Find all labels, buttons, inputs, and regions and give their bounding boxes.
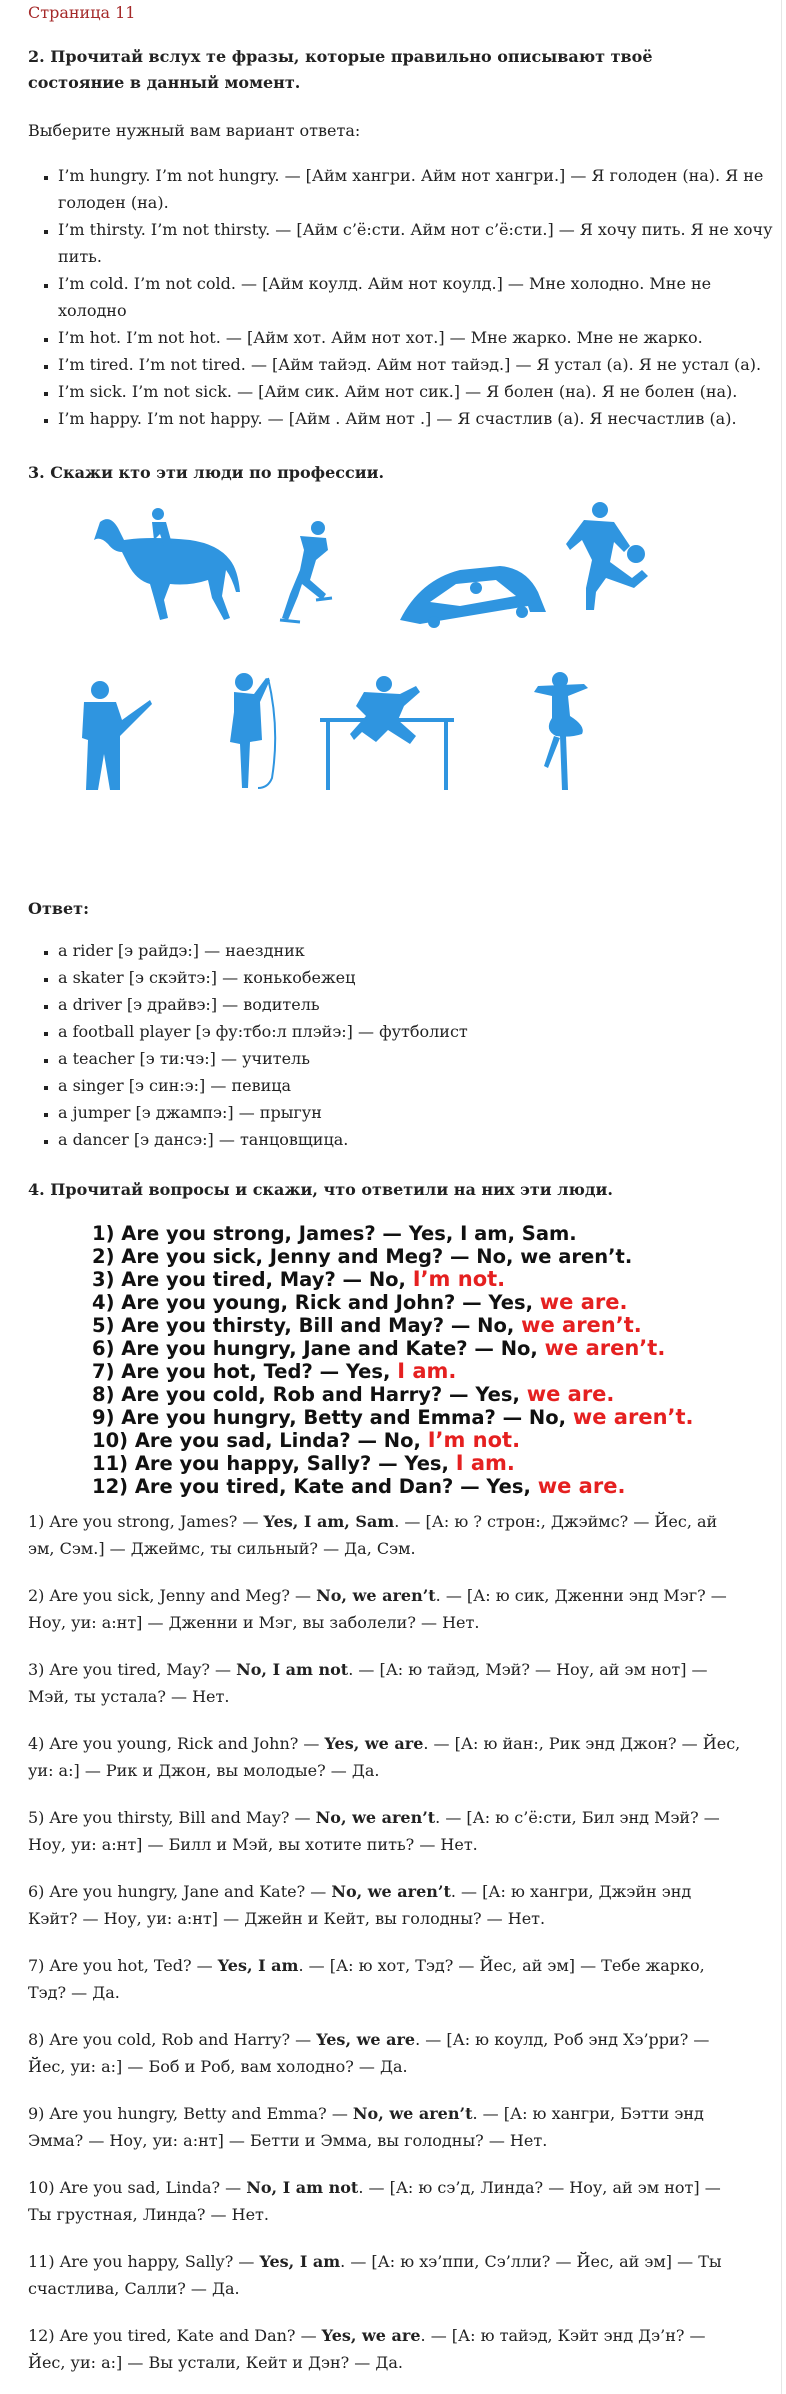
exercise-row: 9) Are you hungry, Betty and Emma? — No, we aren’t.: [92, 1405, 694, 1429]
task3-list: [28, 937, 778, 1153]
sidebar-divider: [781, 0, 782, 2394]
answer-paragraph: 7) Are you hot, Ted? — Yes, I am. — [А: ю хот, Тэд? — Йес, ай эм] — Тебе жарко, Тэд? — Да.: [28, 1956, 705, 2002]
answer-paragraph: 12) Are you tired, Kate and Dan? — Yes, we are. — [А: ю тайэд, Кэйт энд Дэ’н? — Йес, уи: а:] — Вы устали, Кейт и Дэн? — Да.: [28, 2326, 706, 2372]
task4-heading: 4. Прочитай вопросы и скажи, что ответили на них эти люди.: [28, 1180, 613, 1199]
list-item: ▪ I’m sick. I’m not sick. — [Айм сик. Айм нот сик.] — Я болен (на). Я не болен (на).: [58, 378, 778, 405]
exercise-row: 6) Are you hungry, Jane and Kate? — No, we aren’t.: [92, 1336, 666, 1360]
answer-paragraph: 5) Are you thirsty, Bill and May? — No, we aren’t. — [А: ю с’ё:сти, Бил энд Мэй? — Ноу, уи: а:нт] — Билл и Мэй, вы хотите пить? — Нет.: [28, 1808, 720, 1854]
professions-illustration: [80, 500, 700, 840]
exercise-row: 10) Are you sad, Linda? — No, I’m not.: [92, 1428, 521, 1452]
answer-paragraph: 4) Are you young, Rick and John? — Yes, we are. — [А: ю йан:, Рик энд Джон? — Йес, уи: а:] — Рик и Джон, вы молодые? — Да.: [28, 1734, 741, 1780]
answer-paragraph: 2) Are you sick, Jenny and Meg? — No, we aren’t. — [А: ю сик, Дженни энд Мэг? — Ноу, уи: а:нт] — Дженни и Мэг, вы заболели? — Нет.: [28, 1586, 727, 1632]
task2-list: [28, 162, 778, 432]
list-item: ▪ a teacher [э ти:чэ:] — учитель: [58, 1045, 778, 1072]
list-item: ▪ a driver [э драйвэ:] — водитель: [58, 991, 778, 1018]
exercise-row: 4) Are you young, Rick and John? — Yes, we are.: [92, 1290, 628, 1314]
answer-paragraph: 3) Are you tired, May? — No, I am not. — [А: ю тайэд, Мэй? — Ноу, ай эм нот] — Мэй, ты устала? — Нет.: [28, 1660, 708, 1706]
answer-paragraph: 6) Are you hungry, Jane and Kate? — No, we aren’t. — [А: ю хангри, Джэйн энд Кэйт? — Ноу, уи: а:нт] — Джейн и Кейт, вы голодны? — Нет.: [28, 1882, 692, 1928]
exercise-row: 12) Are you tired, Kate and Dan? — Yes, we are.: [92, 1474, 626, 1498]
exercise-row: 3) Are you tired, May? — No, I’m not.: [92, 1267, 506, 1291]
exercise-row: 5) Are you thirsty, Bill and May? — No, we aren’t.: [92, 1313, 642, 1337]
list-item: ▪ a jumper [э джампэ:] — прыгун: [58, 1099, 778, 1126]
exercise-row: 7) Are you hot, Ted? — Yes, I am.: [92, 1359, 457, 1383]
singer-figure: [230, 673, 275, 788]
dancer-figure: [534, 672, 588, 790]
list-item: ▪ I’m cold. I’m not cold. — [Айм коулд. Айм нот коулд.] — Мне холодно. Мне не холодно: [58, 270, 778, 324]
answer-paragraph: 8) Are you cold, Rob and Harry? — Yes, we are. — [А: ю коулд, Роб энд Хэ’рри? — Йес, уи: а:] — Боб и Роб, вам холодно? — Да.: [28, 2030, 710, 2076]
exercise-row: 11) Are you happy, Sally? — Yes, I am.: [92, 1451, 515, 1475]
task3-heading: 3. Скажи кто эти люди по профессии.: [28, 463, 385, 482]
page-link[interactable]: Страница 11: [28, 3, 136, 22]
list-item: ▪ a singer [э син:э:] — певица: [58, 1072, 778, 1099]
exercise-row: 2) Are you sick, Jenny and Meg? — No, we aren’t.: [92, 1245, 633, 1268]
task3-answer-label: Ответ:: [28, 899, 89, 918]
answer-paragraph: 9) Are you hungry, Betty and Emma? — No, we aren’t. — [А: ю хангри, Бэтти энд Эмма? — Ноу, уи: а:нт] — Бетти и Эмма, вы голодны? — Нет.: [28, 2104, 704, 2150]
list-item: ▪ a dancer [э дансэ:] — танцовщица.: [58, 1126, 778, 1153]
teacher-figure: [82, 681, 152, 790]
answer-paragraph: 10) Are you sad, Linda? — No, I am not. — [А: ю сэ’д, Линда? — Ноу, ай эм нот] — Ты грустная, Линда? — Нет.: [28, 2178, 721, 2224]
answer-paragraph: 11) Are you happy, Sally? — Yes, I am. — [А: ю хэ’ппи, Сэ’лли? — Йес, ай эм] — Ты счастлива, Салли? — Да.: [28, 2252, 722, 2298]
list-item: ▪ a rider [э райдэ:] — наездник: [58, 937, 778, 964]
driver-figure: [400, 566, 546, 628]
list-item: ▪ I’m happy. I’m not happy. — [Айм . Айм нот .] — Я счастлив (а). Я несчастлив (а).: [58, 405, 778, 432]
list-item: ▪ a football player [э фу:тбо:л плэйэ:] — футболист: [58, 1018, 778, 1045]
answer-paragraph: 1) Are you strong, James? — Yes, I am, Sam. — [А: ю ? строн:, Джэймс? — Йес, ай эм, Сэм.] — Джеймс, ты сильный? — Да, Сэм.: [28, 1512, 718, 1558]
list-item: ▪ I’m tired. I’m not tired. — [Айм тайэд. Айм нот тайэд.] — Я устал (а). Я не устал (а).: [58, 351, 778, 378]
list-item: ▪ I’m hot. I’m not hot. — [Айм хот. Айм нот хот.] — Мне жарко. Мне не жарко.: [58, 324, 778, 351]
rider-figure: [94, 508, 240, 620]
exercise-row: 1) Are you strong, James? — Yes, I am, Sam.: [92, 1222, 577, 1245]
task2-prompt: Выберите нужный вам вариант ответа:: [28, 121, 361, 140]
jumper-figure: [320, 676, 454, 790]
skater-figure: [280, 521, 332, 622]
exercise-row: 8) Are you cold, Rob and Harry? — Yes, we are.: [92, 1382, 615, 1406]
list-item: ▪ I’m hungry. I’m not hungry. — [Айм хангри. Айм нот хангри.] — Я голоден (на). Я не голоден (на).: [58, 162, 778, 216]
list-item: ▪ a skater [э скэйтэ:] — конькобежец: [58, 964, 778, 991]
exercise-image: [92, 1222, 694, 1498]
list-item: ▪ I’m thirsty. I’m not thirsty. — [Айм с’ё:сти. Айм нот с’ё:сти.] — Я хочу пить. Я не хочу пить.: [58, 216, 778, 270]
task2-heading: 2. Прочитай вслух те фразы, которые правильно описывают твоё состояние в данный момент.: [28, 47, 653, 92]
football-player-figure: [566, 502, 648, 610]
